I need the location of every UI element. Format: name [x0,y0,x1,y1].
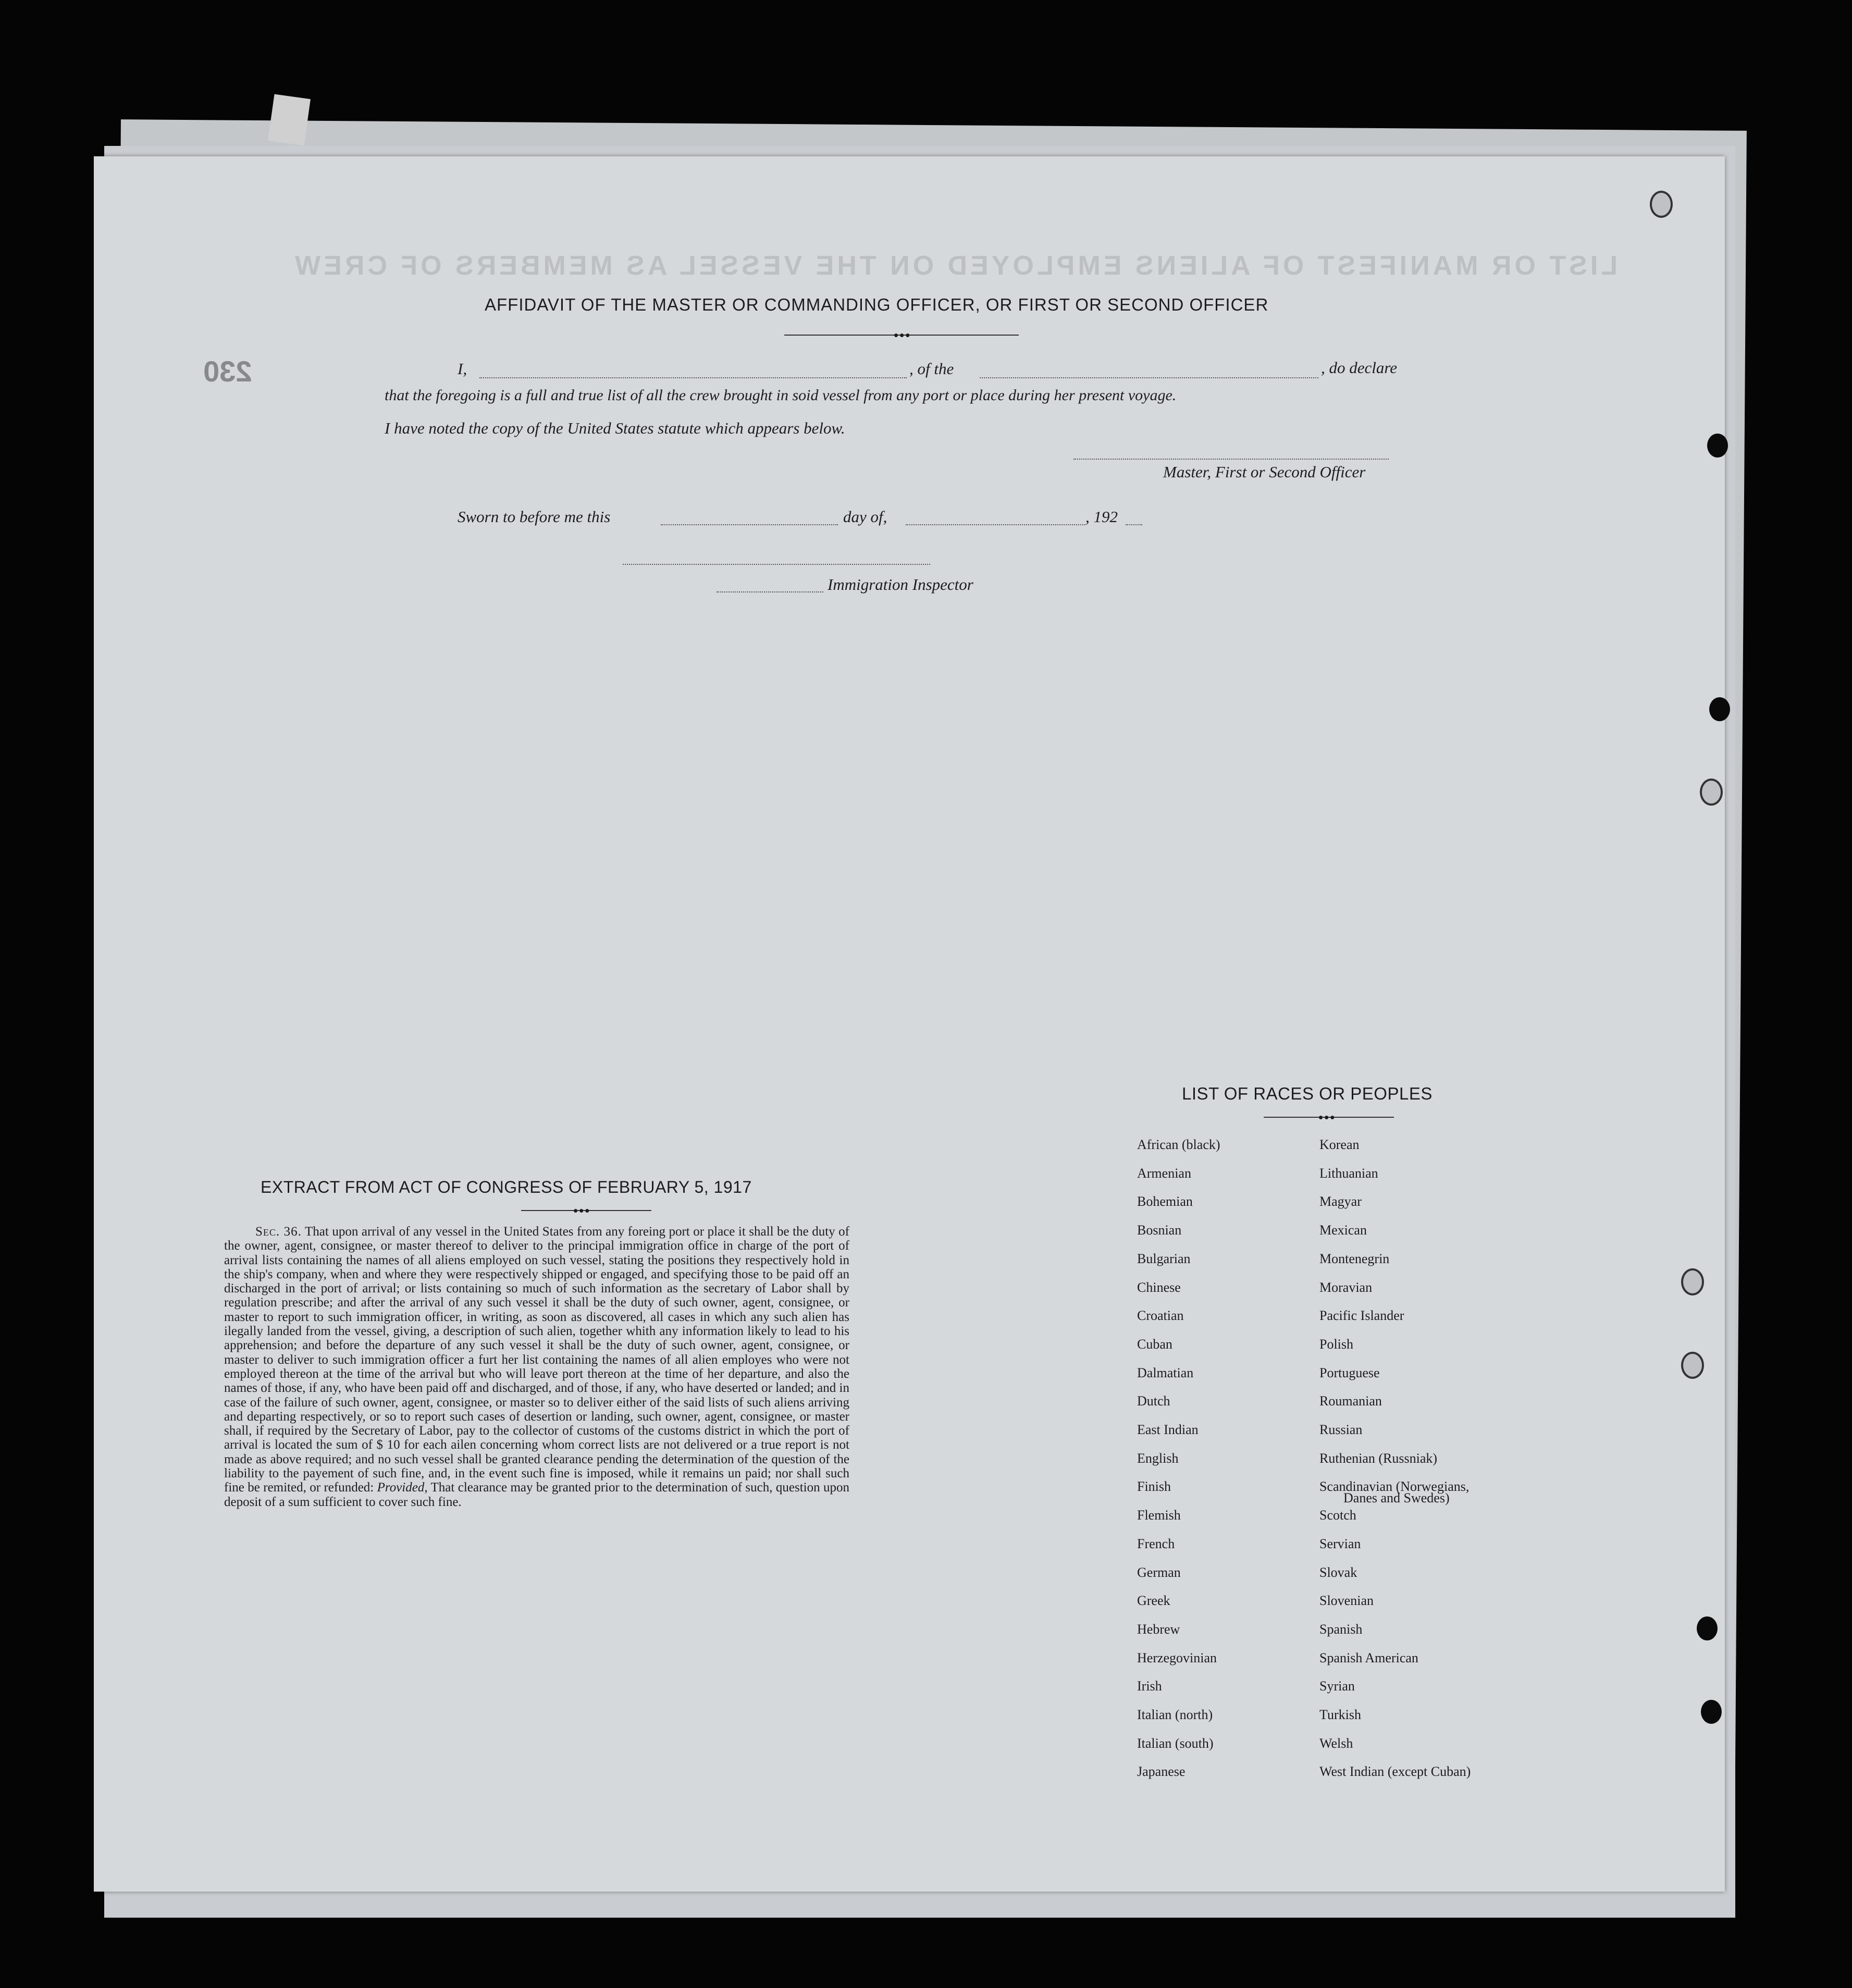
vessel-field[interactable] [980,377,1318,378]
race-item: Scotch [1319,1508,1356,1523]
race-item: East Indian [1137,1422,1199,1438]
affidavit-of-label: , of the [909,360,954,378]
race-item-continuation: Danes and Swedes) [1343,1490,1450,1505]
race-item: Magyar [1319,1194,1362,1209]
race-item: Polish [1319,1336,1354,1352]
race-item: Korean [1319,1137,1360,1152]
race-item: Welsh [1319,1735,1353,1751]
race-item: West Indian (except Cuban) [1319,1764,1471,1780]
race-item: Pacific Islander [1319,1308,1404,1324]
year-field[interactable] [1126,524,1142,525]
inspector-lead-line [717,591,823,592]
punch-hole [1707,434,1728,458]
title-ornament: ••• [894,327,911,343]
year-label: , 192 [1085,508,1118,526]
race-item: German [1137,1564,1181,1580]
race-item: French [1137,1536,1175,1551]
form-page [94,156,1725,1892]
race-item: Armenian [1137,1165,1191,1181]
race-item: African (black) [1137,1137,1220,1152]
race-item: Ruthenian (Russniak) [1319,1450,1438,1466]
race-item: Bohemian [1137,1194,1193,1209]
extract-ornament: ••• [573,1203,591,1218]
race-item: Moravian [1319,1279,1373,1295]
race-item: Cuban [1137,1336,1172,1352]
race-item: Italian (south) [1137,1735,1214,1751]
affidavit-declare-label: , do declare [1321,359,1398,377]
punch-hole [1709,697,1730,721]
statute-body-end: That clearance may be granted prior to the determination of such, question upon deposit of a sum sufficient to cover such fine. [224,1480,849,1509]
race-item: Dutch [1137,1393,1170,1409]
punch-hole-ring [1681,1352,1704,1379]
race-item: Slovenian [1319,1593,1374,1609]
race-item: Dalmatian [1137,1365,1194,1380]
statute-text [224,1225,849,1509]
race-item: Greek [1137,1593,1170,1609]
race-item: English [1137,1450,1179,1466]
race-item: Bosnian [1137,1223,1182,1238]
race-item: Servian [1319,1536,1361,1551]
race-item: Japanese [1137,1764,1186,1780]
race-item: Slovak [1319,1564,1357,1580]
affidavit-statute-note: I have noted the copy of the United States statute which appears below. [385,419,845,437]
paper-tab [268,94,311,146]
sworn-month-field[interactable] [906,524,1085,525]
race-item: Syrian [1319,1678,1355,1694]
race-item: Scandinavian (Norwegians, [1319,1479,1470,1495]
affidavit-i-label: I, [458,360,467,378]
master-label: Master, First or Second Officer [1163,463,1366,481]
show-through-header: LIST OR MANIFEST OF ALIENS EMPLOYED ON THE VESSEL AS MEMBERS OF CREW [292,251,1618,281]
race-item: Spanish American [1319,1650,1418,1665]
day-of-label: day of, [843,508,887,526]
sworn-label: Sworn to before me this [458,508,611,526]
punch-hole-ring [1700,779,1723,806]
race-item: Roumanian [1319,1393,1382,1409]
affidavit-statement: that the foregoing is a full and true list of all the crew brought in soid vessel from any port or place during her present voyage. [385,387,1177,404]
race-item: Finish [1137,1479,1171,1495]
race-item: Portuguese [1319,1365,1380,1380]
punch-hole-ring [1681,1268,1704,1295]
inspector-label: Immigration Inspector [828,575,973,594]
provided-label: Provided, [377,1480,428,1495]
race-item: Montenegrin [1319,1251,1390,1266]
punch-hole [1701,1700,1722,1724]
races-left-column [1137,1131,1220,1786]
show-through-page-number: 230 [203,355,252,388]
race-item: Herzegovinian [1137,1650,1217,1665]
affidavit-title: AFFIDAVIT OF THE MASTER OR COMMANDING OFFICER, OR FIRST OR SECOND OFFICER [485,295,1269,314]
name-field[interactable] [479,377,907,378]
races-title: LIST OF RACES OR PEOPLES [1182,1084,1433,1103]
statute-body: That upon arrival of any vessel in the United States from any foreing port or place it shall be the duty of the owner, agent, consignee, or master thereof to deliver to the principal immigration office in charge of the port of arrival lists containing the names of all aliens employed on such vessel, stating the positions they respectively hold in the ship's company, when and where they were respectively shipped or engaged, and specifying those to be paid off an discharged in the port of arrival; or lists containing so much of such information as the secretary of Labor shall by regulation prescribe; and after the arrival of any such vessel it shall be the duty of such owner, agent, consignee, or master to report to such immigration officer, in writing, as soon as discovered, all cases in which any such alien has ilegally landed from the vessel, giving, a description of such alien, together whith any information likely to lead to his apprehension; and before the departure of any such vessel it shall be the duty of such owner, agent, consignee, or master to deliver to such immigration officer a furt her list containing the names of all alien employes who were not employed thereon at the time of the arrival but who will leave port thereon at the time of her departure, and also the names of those, if any, who have been paid off and discharged, and of those, if any, who have deserted or landed; and in case of the failure of such owner, agent, consignee, or master so to deliver either of the said lists of such aliens arriving and departing respectively, or so to report such cases of desertion or landing, such owner, agent, consignee, or master shall, if required by the Secretary of Labor, pay to the collector of customs of the customs district in which the port of arrival is located the sum of $ 10 for each ailen concerning whom correct lists are not delivered or a true report is not made as above required; and no such vessel shall be granted clearance pending the determination of the question of the liability to the payement of such fine, and, in the event such fine is imposed, while it remains un paid; nor shall such fine be remited, or refunded: [224,1225,850,1495]
inspector-signature-field[interactable] [623,564,930,565]
race-item: Chinese [1137,1279,1181,1295]
race-item: Hebrew [1137,1621,1180,1637]
race-item: Flemish [1137,1508,1181,1523]
extract-title: EXTRACT FROM ACT OF CONGRESS OF FEBRUARY 5, 1917 [261,1178,752,1196]
race-item: Russian [1319,1422,1363,1438]
race-item: Turkish [1319,1707,1361,1723]
section-label: Sec. 36. [255,1225,302,1239]
race-item: Bulgarian [1137,1251,1191,1266]
punch-hole [1697,1616,1718,1640]
master-signature-field[interactable] [1073,459,1389,460]
race-item: Mexican [1319,1223,1367,1238]
races-ornament: ••• [1318,1109,1336,1125]
sworn-day-field[interactable] [661,524,838,525]
race-item: Italian (north) [1137,1707,1213,1723]
punch-hole-ring [1650,191,1673,218]
race-item: Croatian [1137,1308,1184,1324]
race-item: Irish [1137,1678,1162,1694]
race-item: Lithuanian [1319,1165,1378,1181]
races-right-column [1319,1131,1471,1786]
race-item: Spanish [1319,1621,1363,1637]
